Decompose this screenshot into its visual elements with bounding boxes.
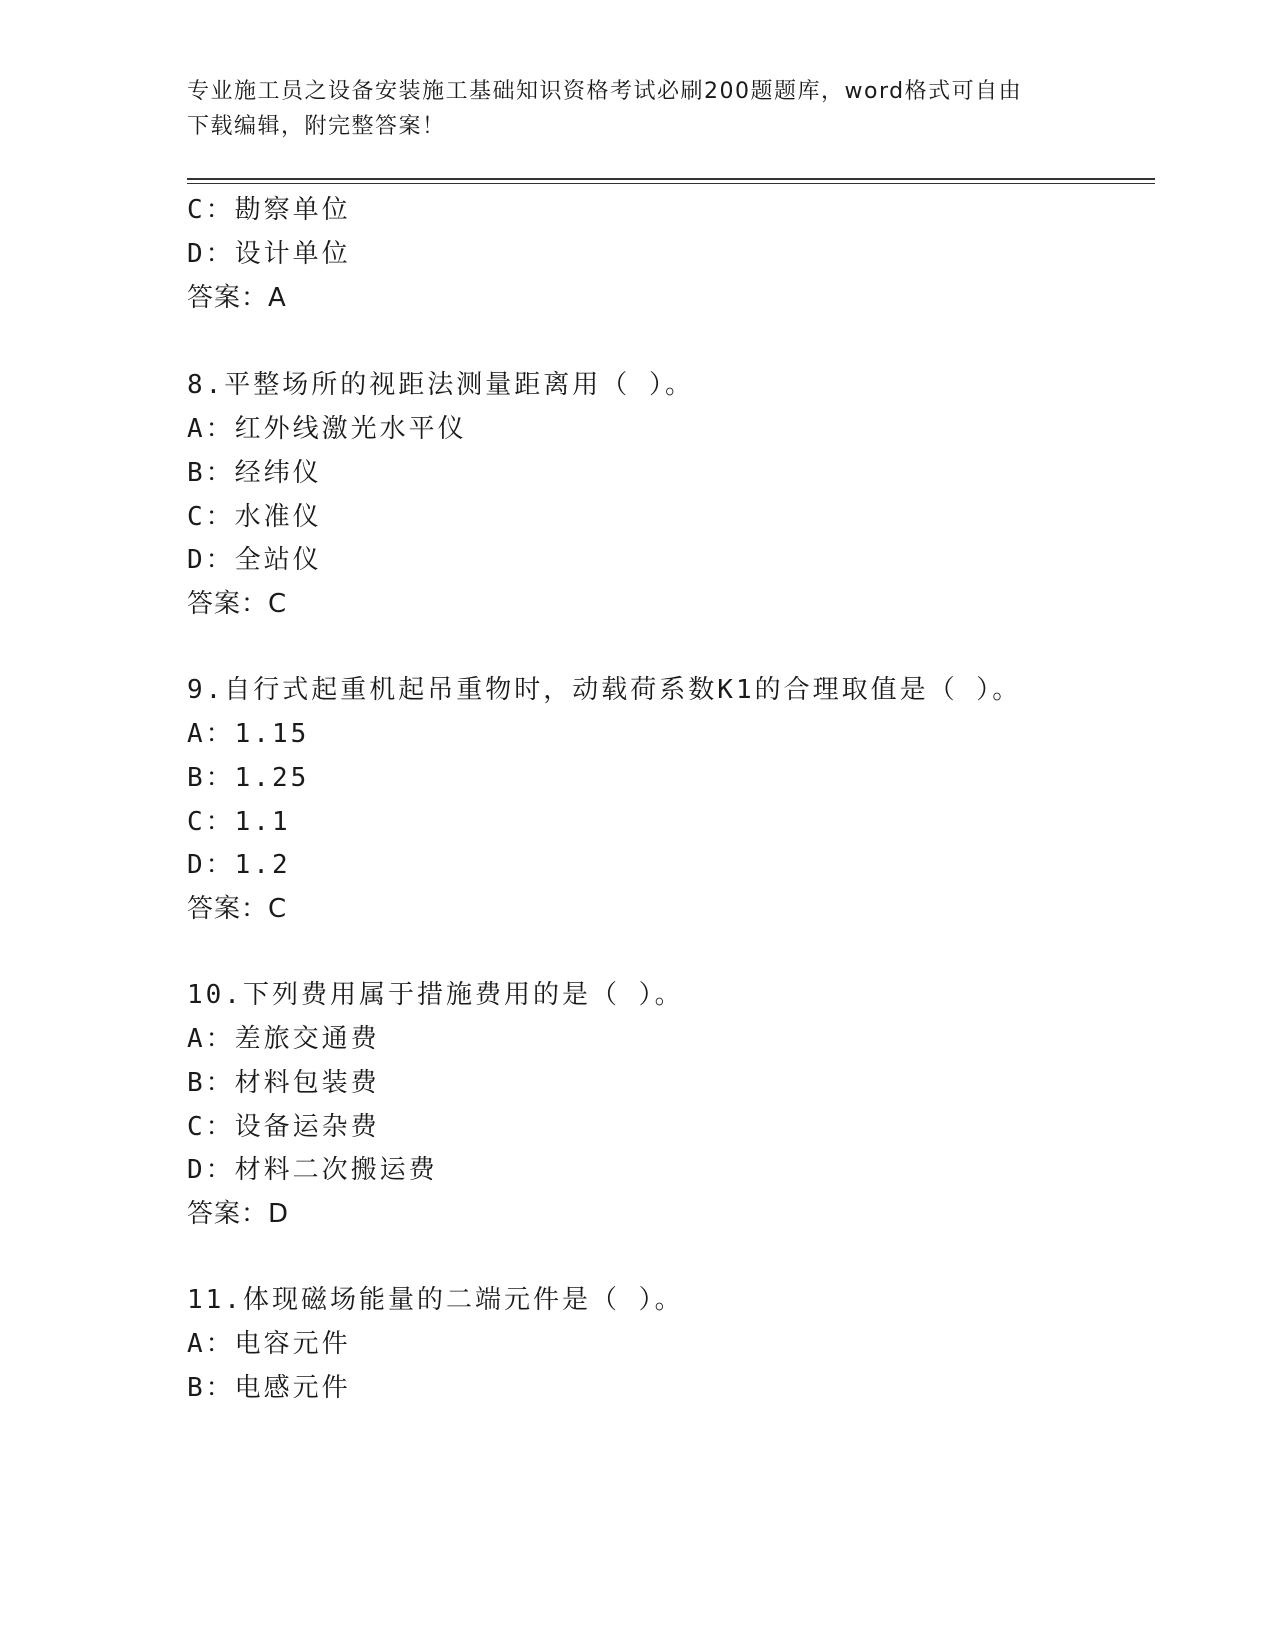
header-line-2: 下载编辑，附完整答案！ xyxy=(187,114,446,139)
option-b: B：经纬仪 xyxy=(187,458,322,488)
option-c: C：设备运杂费 xyxy=(187,1112,380,1142)
question-stem: 9.自行式起重机起吊重物时，动载荷系数K1的合理取值是（ ）。 xyxy=(187,675,1022,705)
option-d: D：设计单位 xyxy=(187,239,351,269)
document-header xyxy=(187,74,1087,144)
option-a: A：1.15 xyxy=(187,719,310,749)
header-divider xyxy=(187,178,1155,184)
option-b: B：材料包装费 xyxy=(187,1068,380,1098)
option-b: B：1.25 xyxy=(187,763,310,793)
option-c: C：水准仪 xyxy=(187,502,322,532)
question-stem: 8.平整场所的视距法测量距离用（ ）。 xyxy=(187,370,694,400)
option-a: A：电容元件 xyxy=(187,1329,351,1359)
option-c: C：1.1 xyxy=(187,807,291,837)
header-line-1: 专业施工员之设备安装施工基础知识资格考试必刷200题题库，word格式可自由 xyxy=(187,79,1023,104)
option-d: D：1.2 xyxy=(187,850,291,880)
question-stem: 10.下列费用属于措施费用的是（ ）。 xyxy=(187,980,684,1010)
option-c: C：勘察单位 xyxy=(187,195,351,225)
option-d: D：材料二次搬运费 xyxy=(187,1155,438,1185)
option-d: D：全站仪 xyxy=(187,545,322,575)
option-b: B：电感元件 xyxy=(187,1373,351,1403)
option-a: A：差旅交通费 xyxy=(187,1024,380,1054)
answer-line: 答案：D xyxy=(187,1199,290,1229)
question-stem: 11.体现磁场能量的二端元件是（ ）。 xyxy=(187,1285,684,1315)
answer-line: 答案：A xyxy=(187,283,287,313)
option-a: A：红外线激光水平仪 xyxy=(187,414,467,444)
answer-line: 答案：C xyxy=(187,894,288,924)
answer-line: 答案：C xyxy=(187,589,288,619)
